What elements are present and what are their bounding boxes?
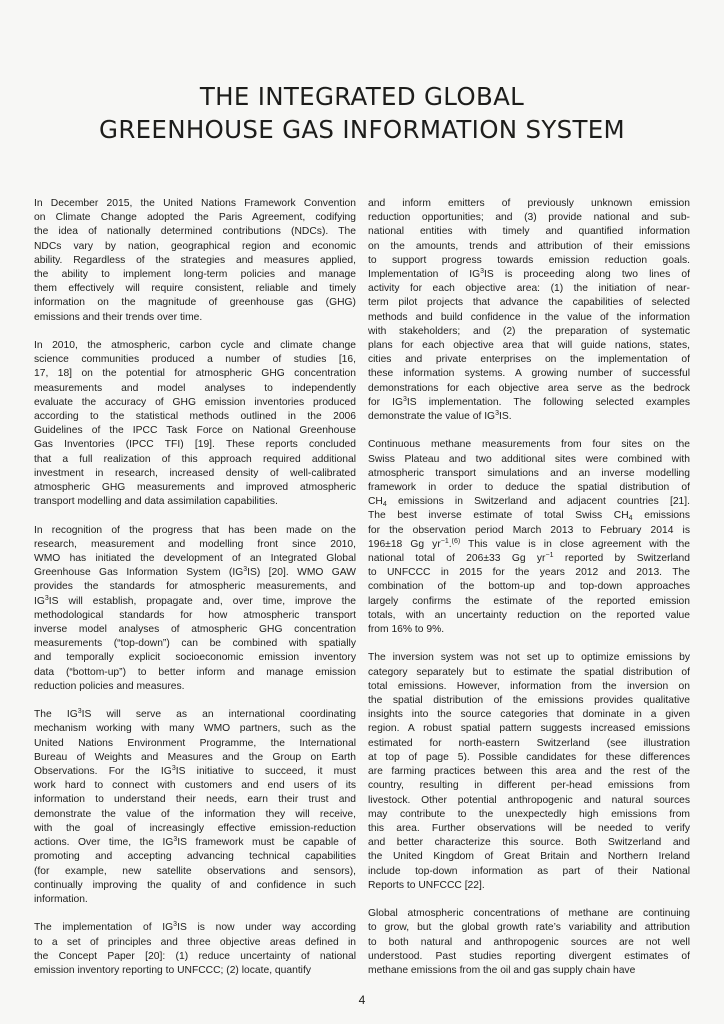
text-segment: at top of page 5). Possible candidates for these differences [368, 751, 690, 763]
text-line [368, 254, 690, 268]
text-segment: methodological standards for how atmospheric transport [34, 609, 356, 621]
text-line [368, 694, 690, 708]
text-segment: national entities with timely and quantified information [368, 226, 690, 238]
text-segment: demonstrations for each objective area serve as the bedrock [368, 382, 690, 394]
text-segment: transport modelling and data assimilation capabilities. [34, 496, 278, 508]
text-line [368, 296, 690, 310]
text-line [368, 609, 690, 623]
text-line [34, 651, 356, 665]
text-line [34, 737, 356, 751]
text-line [34, 779, 356, 793]
text-segment: In recognition of the progress that has been made on the [34, 524, 356, 536]
text-line [34, 424, 356, 438]
text-segment: plans for each objective area that will guide nations, states, [368, 340, 690, 352]
text-line [368, 438, 690, 452]
superscript: 3 [173, 836, 178, 844]
superscript: 3 [173, 921, 178, 929]
text-segment: demonstrate the value of the information they will receive, [34, 808, 356, 820]
text-segment: WMO has initiated the development of an Integrated Global [34, 553, 356, 565]
text-line [368, 595, 690, 609]
text-segment: to support progress towards emission reduction goals. [368, 254, 690, 266]
text-segment: emissions [632, 510, 690, 522]
text-segment: information on the magnitude of greenhouse gas (GHG) [34, 297, 356, 309]
text-segment: total emissions. However, information from the inversion on [368, 680, 690, 692]
text-segment: In 2010, the atmospheric, carbon cycle and climate change [34, 340, 356, 352]
text-line [368, 708, 690, 722]
text-line [34, 921, 356, 935]
text-segment: Observations. For the IG [34, 766, 172, 778]
text-line [368, 737, 690, 751]
title-line: GREENHOUSE GAS INFORMATION SYSTEM [99, 115, 625, 144]
text-line [368, 879, 690, 893]
text-segment: information. [34, 893, 88, 905]
text-segment: combination of the bottom-up and top-down approaches [368, 581, 690, 593]
text-segment: on the amounts, trends and attribution of their emissions [368, 240, 690, 252]
text-segment: Greenhouse Gas Information System (IG [34, 567, 244, 579]
text-line [34, 396, 356, 410]
text-segment: 17, 18] on the potential for atmospheric GHG concentration [34, 368, 356, 380]
text-line [34, 481, 356, 495]
text-segment: Continuous methane measurements from four sites on the [368, 439, 690, 451]
text-line [368, 808, 690, 822]
text-line [34, 765, 356, 779]
right-column [368, 197, 690, 992]
text-segment: CH [368, 496, 383, 508]
text-segment: that a full realization of this approach required additional [34, 453, 356, 465]
text-segment: emissions and their trends over time. [34, 311, 203, 323]
text-line [368, 580, 690, 594]
text-line [368, 495, 690, 509]
text-segment: from 16% to 9%. [368, 624, 445, 636]
text-segment: work hard to connect with customers and end users of its [34, 780, 356, 792]
text-segment: activity for each objective area: (1) the initiation of near- [368, 283, 690, 295]
text-segment: IS will establish, propagate and, over time, improve the [48, 595, 356, 607]
text-line [368, 197, 690, 211]
text-segment: term pilot projects that advance the capabilities of selected [368, 297, 690, 309]
text-segment: mechanism working with many WMO partners, such as the [34, 723, 356, 735]
text-segment: United Nations Environment Programme, the International [34, 737, 356, 749]
text-line [368, 794, 690, 808]
text-segment: include top-down information as part of their National [368, 865, 690, 877]
text-line [34, 296, 356, 310]
text-line [34, 879, 356, 893]
text-line [34, 580, 356, 594]
superscript: 3 [171, 765, 176, 773]
text-segment: Implementation of IG [368, 269, 481, 281]
text-segment: the idea of nationally determined contributions (NDCs). The [34, 226, 356, 238]
text-line [368, 325, 690, 339]
text-segment: measurements and model analyses to independently [34, 382, 356, 394]
text-line [34, 240, 356, 254]
text-segment: largely confirms the estimate of the reported emission [368, 595, 690, 607]
text-segment: reduction opportunities; and (3) provide national and sub- [368, 212, 690, 224]
text-line [34, 850, 356, 864]
text-line [34, 722, 356, 736]
text-segment: This value is in close agreement with the [460, 538, 690, 550]
text-line [368, 509, 690, 523]
text-line [368, 964, 690, 978]
text-segment: information to understand their needs, earn their trust and [34, 794, 356, 806]
text-segment: IG [34, 595, 45, 607]
page-number: 4 [358, 993, 366, 1007]
text-line [34, 467, 356, 481]
paragraph [368, 197, 690, 424]
text-line [368, 765, 690, 779]
text-segment: and temporally explicit socioeconomic emission inventory [34, 652, 356, 664]
text-segment: cities and private enterprises on the implementation of [368, 354, 690, 366]
title-line: THE INTEGRATED GLOBAL [199, 82, 525, 111]
text-line [34, 524, 356, 538]
text-line [368, 836, 690, 850]
text-segment: country, resulting in different per-head emissions from [368, 780, 690, 792]
text-segment: The IG [34, 709, 78, 721]
text-line [34, 637, 356, 651]
text-line [34, 438, 356, 452]
text-segment: them effectively will require consistent, reliable and timely [34, 283, 356, 295]
text-segment: investment in research, increased density of well-calibrated [34, 467, 356, 479]
text-line [34, 666, 356, 680]
text-segment: with stakeholders; and (2) the preparation of systematic [368, 325, 690, 337]
text-segment: reported by Switzerland [553, 553, 690, 565]
text-line [368, 339, 690, 353]
superscript: −1 [545, 552, 554, 560]
text-line [34, 211, 356, 225]
text-segment: promoting and accepting advancing technical capabilities [34, 851, 356, 863]
text-line [34, 339, 356, 353]
text-segment: The implementation of IG [34, 922, 174, 934]
text-segment: region. A robust spatial pattern suggests increased emissions [368, 723, 690, 735]
text-segment: to both natural and anthropogenic sources are not well [368, 936, 690, 948]
text-line [368, 623, 690, 637]
text-segment: understood. Past studies reporting divergent estimates of [368, 950, 690, 962]
text-segment: Swiss Plateau and two additional sites were combined with [368, 453, 690, 465]
text-line [368, 751, 690, 765]
text-line [34, 353, 356, 367]
text-segment: framework in order to deduce the spatial distribution of [368, 482, 690, 494]
text-line [368, 950, 690, 964]
text-segment: IS is now under way according [177, 922, 356, 934]
text-line [368, 865, 690, 879]
text-segment: The inversion system was not set up to optimize emissions by [368, 652, 690, 664]
text-segment: methods and build confidence in the value of the information [368, 311, 690, 323]
text-line [34, 566, 356, 580]
subscript: 4 [382, 501, 387, 509]
superscript: 3 [44, 594, 49, 602]
paragraph [368, 438, 690, 637]
text-line [368, 566, 690, 580]
text-segment: IS. [498, 411, 512, 423]
superscript: −1 [440, 537, 449, 545]
text-segment: continually improving the quality of and confidence in such [34, 879, 356, 891]
text-segment: the ability to implement long-term policies and manage [34, 269, 356, 281]
text-line [368, 524, 690, 538]
text-segment: and inform emitters of previously unknown emission [368, 198, 690, 209]
text-line [34, 708, 356, 722]
text-segment: inverse model analyses of atmospheric GHG concentration [34, 624, 356, 636]
text-line [34, 282, 356, 296]
text-segment: these information systems. A growing number of successful [368, 368, 690, 380]
text-segment: IS is proceeding along two lines of [484, 269, 690, 281]
superscript: 3 [77, 708, 82, 716]
text-line [368, 722, 690, 736]
text-segment: methane emissions from the oil and gas supply chain have [368, 964, 636, 976]
text-segment: the United Kingdom of Great Britain and Northern Ireland [368, 851, 690, 863]
text-segment: . [448, 538, 452, 550]
text-segment: to grow, but the global growth rate’s variability and attribution [368, 922, 690, 934]
text-segment: livestock. Other potential anthropogenic and natural sources [368, 794, 690, 806]
text-line [34, 836, 356, 850]
text-line [368, 353, 690, 367]
text-segment: demonstrate the value of IG [368, 411, 496, 423]
text-line [368, 680, 690, 694]
text-line [34, 382, 356, 396]
text-segment: IS implementation. The following selected examples [406, 396, 690, 408]
text-segment: insights into the source categories that dominate in a given [368, 709, 690, 721]
text-line [34, 538, 356, 552]
text-segment: Global atmospheric concentrations of methane are continuing [368, 908, 690, 920]
text-segment: The best inverse estimate of total Swiss CH [368, 510, 629, 522]
text-segment: measurements (“top-down”) can be combined with spatially [34, 638, 356, 650]
text-line [368, 822, 690, 836]
text-segment: IS) [20]. WMO GAW [247, 567, 356, 579]
superscript: 3 [243, 566, 248, 574]
paragraph [34, 197, 356, 325]
text-segment: reduction policies and measures. [34, 680, 185, 692]
text-segment: the spatial distribution of the emissions provides qualitative [368, 695, 690, 707]
text-line [34, 793, 356, 807]
text-segment: IS will serve as an international coordinating [81, 709, 356, 721]
superscript: 3 [480, 268, 485, 276]
text-segment: IS framework must be capable of [177, 837, 356, 849]
text-segment: emissions in Switzerland and adjacent countries [21]. [386, 496, 690, 508]
text-line [368, 666, 690, 680]
page-title [0, 80, 724, 146]
text-line [368, 311, 690, 325]
text-segment: science communities produced a number of studies [16, [34, 354, 356, 366]
text-segment: actions. Over time, the IG [34, 837, 174, 849]
text-line [368, 211, 690, 225]
text-line [34, 197, 356, 211]
text-segment: atmospheric transport simulations and an inverse modelling [368, 467, 690, 479]
paragraph [368, 907, 690, 978]
text-line [34, 268, 356, 282]
text-segment: (for example, new satellite observations and sensors), [34, 865, 356, 877]
text-line [34, 254, 356, 268]
text-segment: according to the statistical methods outlined in the 2006 [34, 411, 356, 423]
paragraph [368, 651, 690, 892]
text-line [368, 467, 690, 481]
paragraph [34, 921, 356, 978]
text-segment: are farming practices between this area and the rest of the [368, 766, 690, 778]
text-line [368, 282, 690, 296]
text-line [34, 595, 356, 609]
text-line [368, 907, 690, 921]
text-line [34, 936, 356, 950]
text-line [368, 453, 690, 467]
text-segment: Gas Inventories (IPCC TFI) [19]. These reports concluded [34, 439, 356, 451]
text-line [368, 410, 690, 424]
text-line [368, 481, 690, 495]
superscript: 3 [403, 395, 407, 403]
text-line [368, 921, 690, 935]
text-line [368, 240, 690, 254]
text-line [34, 808, 356, 822]
text-line [368, 779, 690, 793]
text-line [34, 623, 356, 637]
text-segment: ability. Regardless of the strategies and measures applied, [34, 254, 356, 266]
text-line [34, 609, 356, 623]
text-line [368, 651, 690, 665]
text-segment: and better characterize this source. Both Switzerland and [368, 837, 690, 849]
text-segment: totals, with an uncertainty reduction on the reported value [368, 609, 690, 621]
paragraph [34, 339, 356, 509]
text-line [368, 936, 690, 950]
superscript: 3 [495, 410, 499, 418]
text-segment: atmospheric GHG measurements and improved atmospheric [34, 482, 356, 494]
text-segment: for the observation period March 2013 to February 2014 is [368, 524, 690, 536]
text-line [368, 552, 690, 566]
text-line [368, 268, 690, 282]
text-segment: provides the standards for atmospheric measurements, and [34, 581, 356, 593]
text-line [34, 751, 356, 765]
text-segment: research, measurement and modelling front since 2010, [34, 538, 356, 550]
text-line [34, 950, 356, 964]
text-line [34, 495, 356, 509]
text-segment: IS initiative to succeed, it must [175, 766, 356, 778]
left-column [34, 197, 356, 992]
superscript: (6) [451, 537, 461, 545]
text-segment: data (“bottom-up”) to better inform and manage emission [34, 666, 356, 678]
text-segment: to UNFCCC in 2015 for the years 2012 and 2013. The [368, 567, 690, 579]
text-segment: category separately but to estimate the spatial distribution of [368, 666, 690, 678]
text-line [34, 410, 356, 424]
text-segment: In December 2015, the United Nations Framework Convention [34, 198, 356, 209]
paragraph [34, 708, 356, 907]
text-segment: the Concept Paper [20]: (1) reduce uncertainty of national [34, 950, 356, 962]
text-line [34, 367, 356, 381]
text-line [368, 382, 690, 396]
text-line [368, 396, 690, 410]
text-segment: may contribute to the unexpectedly high emissions from [368, 808, 690, 820]
text-segment: Guidelines of the IPCC Task Force on National Greenhouse [34, 425, 356, 437]
text-segment: estimated for north-eastern Switzerland (see illustration [368, 737, 690, 749]
subscript: 4 [628, 515, 633, 523]
paragraph [34, 524, 356, 694]
text-line [34, 552, 356, 566]
text-line [34, 865, 356, 879]
text-line [34, 311, 356, 325]
text-line [34, 822, 356, 836]
text-segment: on Climate Change adopted the Paris Agreement, codifying [34, 212, 356, 224]
text-segment: national total of 206±33 Gg yr [368, 553, 546, 565]
text-segment: 196±18 Gg yr [368, 538, 441, 550]
text-line [368, 367, 690, 381]
text-line [368, 850, 690, 864]
text-line [34, 680, 356, 694]
text-segment: for IG [368, 396, 404, 408]
text-line [34, 893, 356, 907]
text-line [34, 225, 356, 239]
text-segment: Reports to UNFCCC [22]. [368, 879, 485, 891]
text-segment: NDCs vary by nation, geographical region and economic [34, 240, 356, 252]
text-segment: to a set of principles and three objective areas defined in [34, 936, 356, 948]
text-line [34, 964, 356, 978]
text-segment: evaluate the accuracy of GHG emission inventories produced [34, 396, 356, 408]
text-segment: this area. Further observations will be needed to verify [368, 822, 690, 834]
text-line [368, 538, 690, 552]
text-segment: Bureau of Weights and Measures and the Group on Earth [34, 751, 356, 763]
text-segment: emission inventory reporting to UNFCCC; (2) locate, quantify [34, 964, 311, 976]
text-segment: with the goal of increasingly effective emission-reduction [34, 822, 356, 834]
text-line [34, 453, 356, 467]
text-line [368, 225, 690, 239]
